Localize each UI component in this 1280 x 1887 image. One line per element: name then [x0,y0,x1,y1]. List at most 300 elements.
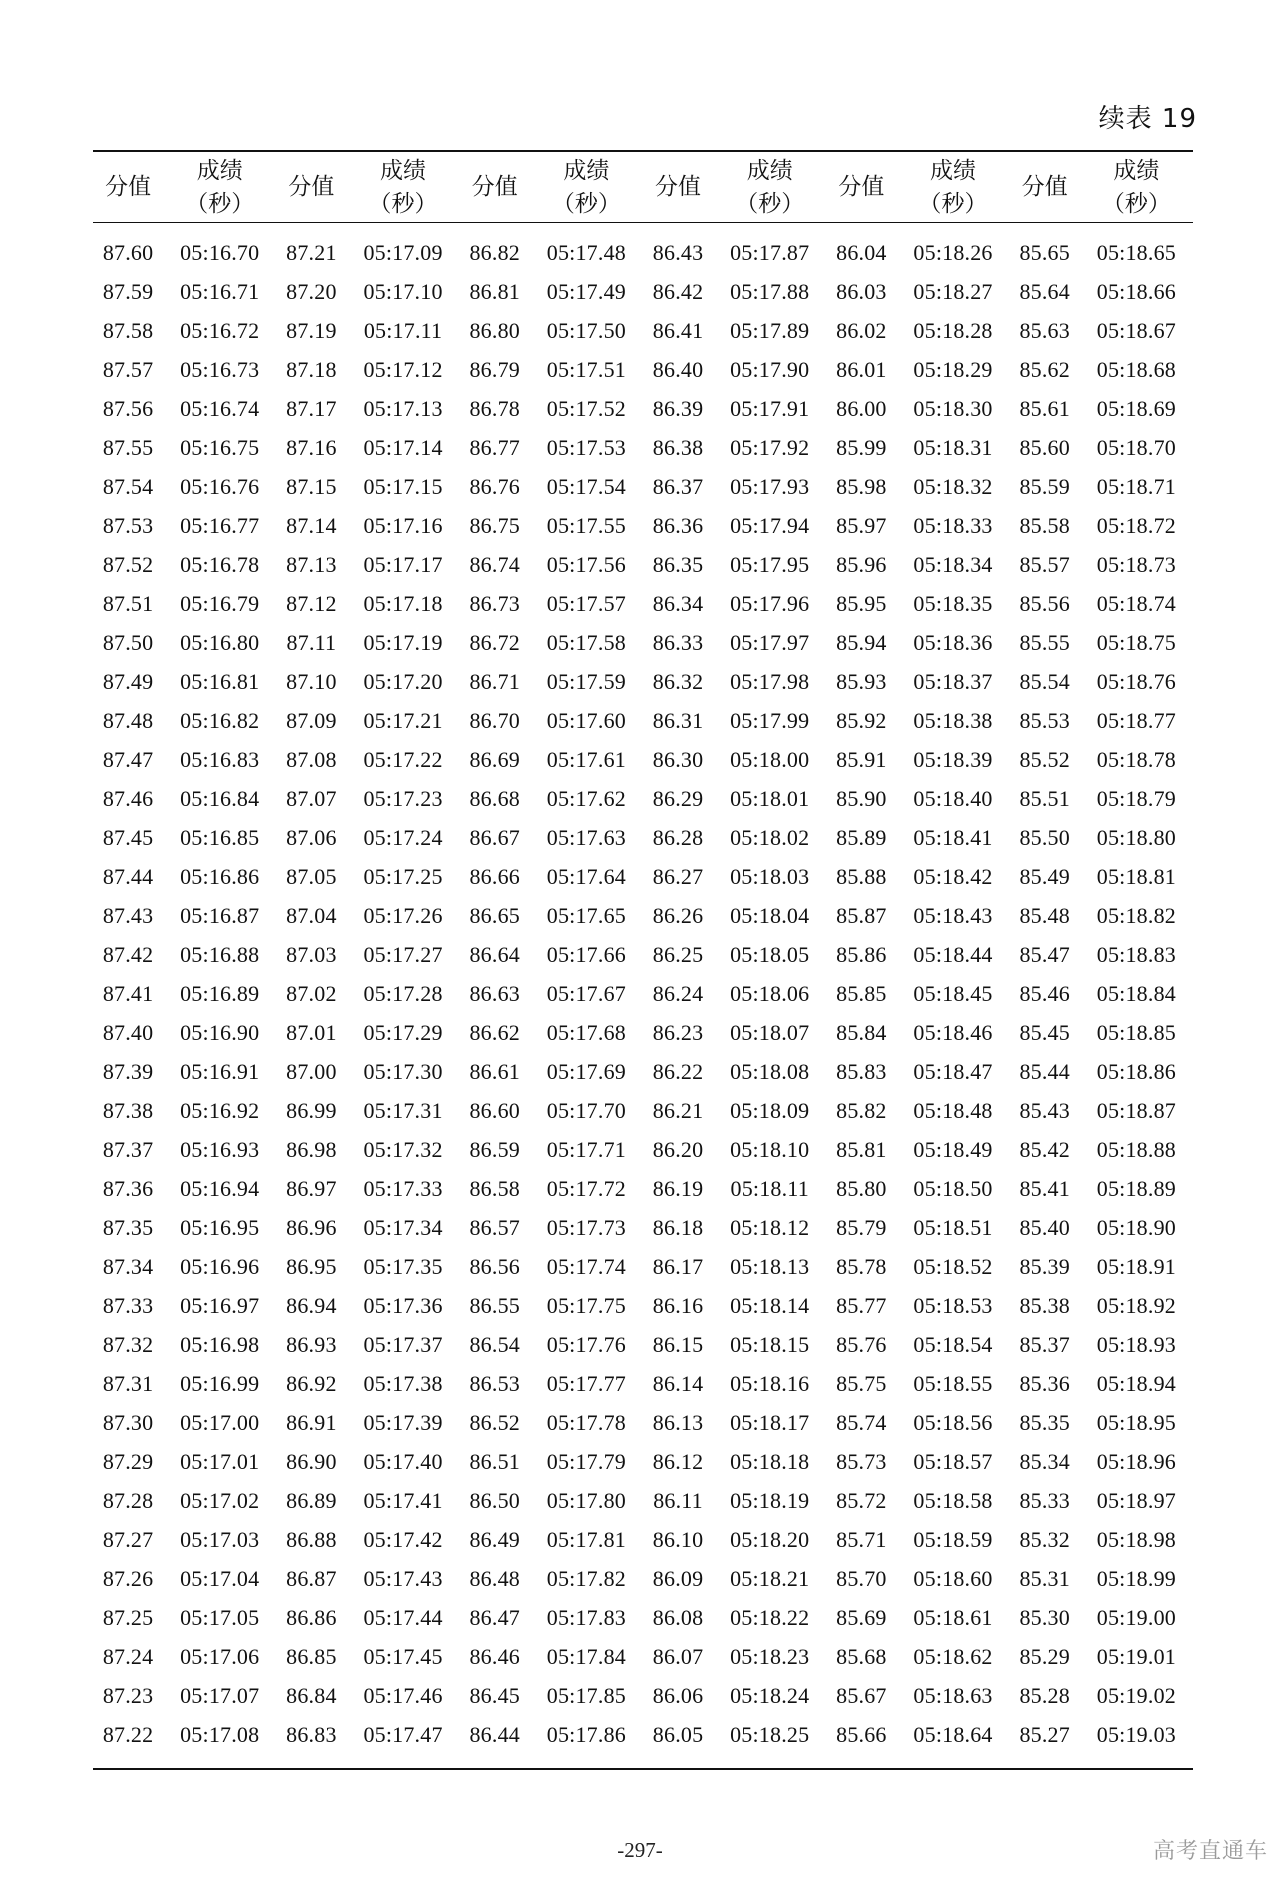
header-score-cell [643,151,713,223]
score-table [93,150,1193,1770]
time-cell: 05:16.78 [180,551,260,577]
score-cell: 85.65 [1019,239,1070,265]
score-cell: 86.92 [286,1370,337,1396]
time-cell: 05:17.55 [546,512,626,538]
table-row [93,779,1193,818]
time-cell: 05:17.70 [546,1097,626,1123]
time-cell: 05:17.18 [363,590,443,616]
time-cell: 05:17.64 [546,863,626,889]
score-cell: 85.54 [1019,668,1070,694]
time-cell: 05:18.45 [913,980,993,1006]
score-cell: 86.05 [652,1721,704,1747]
table-row [93,1130,1193,1169]
score-cell: 86.02 [836,317,887,343]
time-cell: 05:18.68 [1096,356,1176,382]
time-cell: 05:17.49 [546,278,626,304]
score-cell: 87.11 [286,629,337,655]
time-cell: 05:16.71 [180,278,260,304]
time-cell: 05:18.65 [1096,239,1176,265]
table-row [93,506,1193,545]
time-cell: 05:18.57 [913,1448,993,1474]
time-cell: 05:17.27 [363,941,443,967]
table-row [93,389,1193,428]
time-cell: 05:16.98 [180,1331,260,1357]
score-cell: 85.71 [836,1526,887,1552]
time-cell: 05:17.07 [180,1682,260,1708]
time-cell: 05:17.00 [180,1409,260,1435]
score-cell: 85.63 [1019,317,1070,343]
time-cell: 05:19.02 [1096,1682,1176,1708]
header-score-cell [826,151,896,223]
time-cell: 05:17.92 [730,434,810,460]
time-cell: 05:18.95 [1096,1409,1176,1435]
time-cell: 05:17.50 [546,317,626,343]
time-cell: 05:17.04 [180,1565,260,1591]
time-cell: 05:16.99 [180,1370,260,1396]
time-cell: 05:17.09 [363,239,443,265]
score-cell: 87.13 [286,551,337,577]
table-row [93,1481,1193,1520]
score-cell: 87.53 [102,512,154,538]
score-cell: 86.40 [652,356,704,382]
score-cell: 85.41 [1019,1175,1070,1201]
time-cell: 05:16.90 [180,1019,260,1045]
time-cell: 05:18.97 [1096,1487,1176,1513]
score-cell: 87.15 [286,473,337,499]
time-cell: 05:18.78 [1096,746,1176,772]
score-cell: 86.08 [652,1604,704,1630]
score-cell: 86.16 [652,1292,704,1318]
time-cell: 05:17.41 [363,1487,443,1513]
page-number: -297- [617,1838,663,1862]
time-cell: 05:17.65 [546,902,626,928]
score-cell: 87.45 [102,824,154,850]
time-cell: 05:18.99 [1096,1565,1176,1591]
score-cell: 86.07 [652,1643,704,1669]
time-cell: 05:17.53 [546,434,626,460]
time-cell: 05:17.95 [730,551,810,577]
time-cell: 05:18.14 [730,1292,810,1318]
time-cell: 05:16.85 [180,824,260,850]
score-cell: 87.55 [102,434,154,460]
time-cell: 05:16.87 [180,902,260,928]
score-cell: 87.31 [102,1370,154,1396]
score-cell: 87.41 [102,980,154,1006]
time-cell: 05:17.24 [363,824,443,850]
time-cell: 05:17.52 [546,395,626,421]
time-cell: 05:17.69 [546,1058,626,1084]
time-cell: 05:18.13 [730,1253,810,1279]
time-cell: 05:17.32 [363,1136,443,1162]
score-cell: 86.45 [469,1682,520,1708]
score-cell: 85.66 [836,1721,887,1747]
score-cell: 87.26 [102,1565,154,1591]
time-cell: 05:18.58 [913,1487,993,1513]
time-cell: 05:17.90 [730,356,810,382]
time-cell: 05:16.96 [180,1253,260,1279]
header-unit: （秒） [1101,191,1171,217]
score-cell: 86.46 [469,1643,520,1669]
score-cell: 85.31 [1019,1565,1070,1591]
score-cell: 86.14 [652,1370,704,1396]
time-cell: 05:16.84 [180,785,260,811]
time-cell: 05:18.55 [913,1370,993,1396]
score-cell: 87.57 [102,356,154,382]
time-cell: 05:16.89 [180,980,260,1006]
time-cell: 05:17.25 [363,863,443,889]
score-cell: 87.00 [286,1058,337,1084]
score-cell: 87.35 [102,1214,154,1240]
score-cell: 86.10 [652,1526,704,1552]
header-label: 成绩 [196,158,243,184]
score-cell: 86.60 [469,1097,520,1123]
score-cell: 86.75 [469,512,520,538]
score-cell: 87.46 [102,785,154,811]
score-cell: 87.09 [286,707,337,733]
score-cell: 86.06 [652,1682,704,1708]
score-cell: 85.73 [836,1448,887,1474]
score-cell: 85.57 [1019,551,1070,577]
table-header-row [93,151,1193,223]
time-cell: 05:18.35 [913,590,993,616]
time-cell: 05:17.84 [546,1643,626,1669]
table-row [93,1364,1193,1403]
score-cell: 85.67 [836,1682,887,1708]
time-cell: 05:18.77 [1096,707,1176,733]
time-cell: 05:18.08 [730,1058,810,1084]
header-label: 成绩 [563,158,610,184]
time-cell: 05:17.93 [730,473,810,499]
score-cell: 87.14 [286,512,337,538]
table-row [93,1013,1193,1052]
score-cell: 85.55 [1019,629,1070,655]
score-cell: 87.52 [102,551,154,577]
time-cell: 05:17.43 [363,1565,443,1591]
time-cell: 05:18.54 [913,1331,993,1357]
time-cell: 05:18.70 [1096,434,1176,460]
score-cell: 85.98 [836,473,887,499]
time-cell: 05:19.03 [1096,1721,1176,1747]
score-cell: 87.43 [102,902,154,928]
time-cell: 05:18.56 [913,1409,993,1435]
time-cell: 05:16.80 [180,629,260,655]
time-cell: 05:17.33 [363,1175,443,1201]
score-cell: 86.81 [469,278,520,304]
time-cell: 05:17.03 [180,1526,260,1552]
score-cell: 86.62 [469,1019,520,1045]
time-cell: 05:18.50 [913,1175,993,1201]
time-cell: 05:17.75 [546,1292,626,1318]
header-score-cell [276,151,346,223]
score-cell: 85.83 [836,1058,887,1084]
time-cell: 05:18.47 [913,1058,993,1084]
score-cell: 85.87 [836,902,887,928]
time-cell: 05:18.43 [913,902,993,928]
score-cell: 87.25 [102,1604,154,1630]
table-row [93,1208,1193,1247]
time-cell: 05:16.95 [180,1214,260,1240]
score-cell: 87.44 [102,863,154,889]
table-row [93,935,1193,974]
header-time-cell [163,151,276,223]
score-cell: 87.54 [102,473,154,499]
score-cell: 86.96 [286,1214,337,1240]
time-cell: 05:18.32 [913,473,993,499]
score-cell: 85.49 [1019,863,1070,889]
time-cell: 05:19.00 [1096,1604,1176,1630]
time-cell: 05:18.73 [1096,551,1176,577]
time-cell: 05:17.59 [546,668,626,694]
time-cell: 05:17.06 [180,1643,260,1669]
score-cell: 85.33 [1019,1487,1070,1513]
time-cell: 05:17.37 [363,1331,443,1357]
score-cell: 87.39 [102,1058,154,1084]
time-cell: 05:17.79 [546,1448,626,1474]
score-cell: 87.59 [102,278,154,304]
time-cell: 05:16.83 [180,746,260,772]
time-cell: 05:17.16 [363,512,443,538]
time-cell: 05:17.17 [363,551,443,577]
time-cell: 05:18.48 [913,1097,993,1123]
time-cell: 05:17.61 [546,746,626,772]
time-cell: 05:17.76 [546,1331,626,1357]
table-row [93,584,1193,623]
time-cell: 05:17.29 [363,1019,443,1045]
score-cell: 85.40 [1019,1214,1070,1240]
header-time-cell [346,151,459,223]
score-cell: 85.36 [1019,1370,1070,1396]
time-cell: 05:17.47 [363,1721,443,1747]
header-label: 分值 [655,174,702,200]
score-cell: 85.96 [836,551,887,577]
header-unit: （秒） [551,191,621,217]
header-unit: （秒） [368,191,438,217]
watermark-text: 高考直通车 [1152,1839,1268,1864]
table-row [93,1442,1193,1481]
score-cell: 86.38 [652,434,704,460]
time-cell: 05:16.91 [180,1058,260,1084]
time-cell: 05:16.94 [180,1175,260,1201]
score-cell: 85.61 [1019,395,1070,421]
score-cell: 86.39 [652,395,704,421]
table-row [93,1598,1193,1637]
table-row [93,350,1193,389]
time-cell: 05:17.05 [180,1604,260,1630]
time-cell: 05:18.92 [1096,1292,1176,1318]
score-cell: 85.60 [1019,434,1070,460]
score-cell: 85.72 [836,1487,887,1513]
table-row [93,1091,1193,1130]
table-row [93,701,1193,740]
table-row [93,545,1193,584]
time-cell: 05:17.56 [546,551,626,577]
time-cell: 05:18.80 [1096,824,1176,850]
time-cell: 05:18.24 [730,1682,810,1708]
score-cell: 85.51 [1019,785,1070,811]
table-row [93,818,1193,857]
time-cell: 05:16.86 [180,863,260,889]
table-row [93,1520,1193,1559]
time-cell: 05:18.42 [913,863,993,889]
score-cell: 86.68 [469,785,520,811]
time-cell: 05:18.23 [730,1643,810,1669]
time-cell: 05:17.20 [363,668,443,694]
time-cell: 05:17.13 [363,395,443,421]
table-row [93,1169,1193,1208]
score-cell: 86.76 [469,473,520,499]
time-cell: 05:18.84 [1096,980,1176,1006]
header-time-cell [530,151,643,223]
header-label: 成绩 [930,158,977,184]
score-cell: 86.32 [652,668,704,694]
score-cell: 86.48 [469,1565,520,1591]
score-cell: 87.49 [102,668,154,694]
time-cell: 05:18.67 [1096,317,1176,343]
time-cell: 05:17.91 [730,395,810,421]
time-cell: 05:17.31 [363,1097,443,1123]
time-cell: 05:17.86 [546,1721,626,1747]
score-cell: 87.30 [102,1409,154,1435]
time-cell: 05:17.39 [363,1409,443,1435]
score-cell: 86.12 [652,1448,704,1474]
score-cell: 87.32 [102,1331,154,1357]
score-cell: 86.83 [286,1721,337,1747]
score-cell: 85.50 [1019,824,1070,850]
time-cell: 05:16.92 [180,1097,260,1123]
score-cell: 87.33 [102,1292,154,1318]
score-cell: 86.71 [469,668,520,694]
header-label: 分值 [838,174,885,200]
score-cell: 86.91 [286,1409,337,1435]
time-cell: 05:17.58 [546,629,626,655]
header-score-cell [1010,151,1080,223]
score-cell: 87.06 [286,824,337,850]
table-row [93,1403,1193,1442]
score-cell: 85.75 [836,1370,887,1396]
header-score-cell [93,151,163,223]
time-cell: 05:18.82 [1096,902,1176,928]
time-cell: 05:17.81 [546,1526,626,1552]
score-cell: 87.16 [286,434,337,460]
time-cell: 05:18.89 [1096,1175,1176,1201]
time-cell: 05:18.27 [913,278,993,304]
time-cell: 05:18.21 [730,1565,810,1591]
header-unit: （秒） [735,191,805,217]
time-cell: 05:17.71 [546,1136,626,1162]
header-score-cell [460,151,530,223]
time-cell: 05:17.30 [363,1058,443,1084]
score-cell: 87.51 [102,590,154,616]
score-cell: 86.25 [652,941,704,967]
time-cell: 05:17.68 [546,1019,626,1045]
score-cell: 87.40 [102,1019,154,1045]
score-cell: 85.81 [836,1136,887,1162]
score-cell: 87.22 [102,1721,154,1747]
score-cell: 86.98 [286,1136,337,1162]
time-cell: 05:17.12 [363,356,443,382]
score-cell: 86.24 [652,980,704,1006]
table-row [93,662,1193,701]
score-cell: 87.23 [102,1682,154,1708]
header-label: 分值 [288,174,335,200]
header-unit: （秒） [185,191,255,217]
score-cell: 87.28 [102,1487,154,1513]
time-cell: 05:17.94 [730,512,810,538]
score-cell: 86.94 [286,1292,337,1318]
score-cell: 86.64 [469,941,520,967]
score-cell: 87.21 [286,239,337,265]
score-cell: 87.58 [102,317,154,343]
header-time-cell [713,151,826,223]
score-cell: 85.94 [836,629,887,655]
table-row [93,428,1193,467]
score-cell: 85.86 [836,941,887,967]
score-cell: 87.20 [286,278,337,304]
time-cell: 05:18.22 [730,1604,810,1630]
score-cell: 86.26 [652,902,704,928]
time-cell: 05:18.61 [913,1604,993,1630]
time-cell: 05:18.19 [730,1487,810,1513]
time-cell: 05:18.72 [1096,512,1176,538]
time-cell: 05:18.30 [913,395,993,421]
time-cell: 05:17.19 [363,629,443,655]
time-cell: 05:18.85 [1096,1019,1176,1045]
score-cell: 85.38 [1019,1292,1070,1318]
score-cell: 85.80 [836,1175,887,1201]
score-cell: 86.99 [286,1097,337,1123]
time-cell: 05:18.17 [730,1409,810,1435]
score-cell: 86.77 [469,434,520,460]
score-cell: 86.28 [652,824,704,850]
time-cell: 05:18.86 [1096,1058,1176,1084]
time-cell: 05:16.93 [180,1136,260,1162]
time-cell: 05:16.77 [180,512,260,538]
score-cell: 85.62 [1019,356,1070,382]
time-cell: 05:17.60 [546,707,626,733]
score-cell: 86.80 [469,317,520,343]
score-cell: 85.88 [836,863,887,889]
score-cell: 87.10 [286,668,337,694]
score-cell: 86.44 [469,1721,520,1747]
score-cell: 86.56 [469,1253,520,1279]
time-cell: 05:18.71 [1096,473,1176,499]
time-cell: 05:17.22 [363,746,443,772]
score-cell: 85.59 [1019,473,1070,499]
score-cell: 87.60 [102,239,154,265]
score-cell: 86.82 [469,239,520,265]
table-row [93,1637,1193,1676]
time-cell: 05:18.83 [1096,941,1176,967]
score-cell: 85.64 [1019,278,1070,304]
score-cell: 85.82 [836,1097,887,1123]
score-cell: 85.74 [836,1409,887,1435]
time-cell: 05:17.57 [546,590,626,616]
time-cell: 05:16.75 [180,434,260,460]
score-cell: 86.41 [652,317,704,343]
score-cell: 86.55 [469,1292,520,1318]
table-row [93,1052,1193,1091]
time-cell: 05:18.44 [913,941,993,967]
score-cell: 86.74 [469,551,520,577]
header-label: 成绩 [380,158,427,184]
score-cell: 86.19 [652,1175,704,1201]
time-cell: 05:17.78 [546,1409,626,1435]
score-cell: 86.72 [469,629,520,655]
header-time-cell [896,151,1009,223]
time-cell: 05:17.44 [363,1604,443,1630]
time-cell: 05:17.88 [730,278,810,304]
time-cell: 05:18.15 [730,1331,810,1357]
